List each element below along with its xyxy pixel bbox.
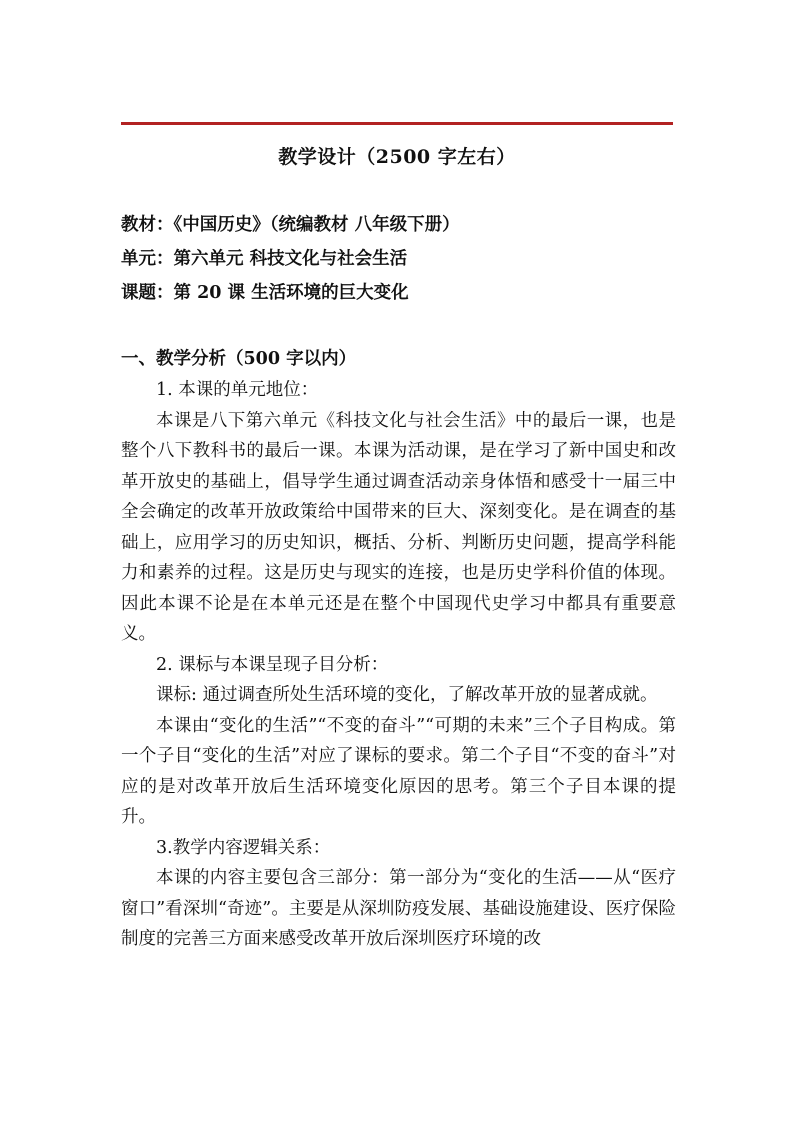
- subheading-content-logic: 3.教学内容逻辑关系：: [156, 837, 331, 858]
- header-rule: [121, 122, 673, 125]
- page-title: 教学设计（2500 字左右）: [278, 146, 516, 168]
- subheading-unit-position: 1. 本课的单元地位：: [156, 380, 319, 400]
- paragraph-content-logic: 本课的内容主要包含三部分：第一部分为“变化的生活——从“医疗窗口”看深圳“奇迹”。主要是从深圳防疫发展、基础设施建设、医疗保险制度的完善三方面来感受改革开放后深圳医疗环境的改: [121, 868, 676, 949]
- unit-line: 单元：第六单元 科技文化与社会生活: [121, 249, 408, 269]
- subheading-curriculum-analysis: 2. 课标与本课呈现子目分析：: [156, 654, 389, 675]
- paragraph-unit-position: 本课是八下第六单元《科技文化与社会生活》中的最后一课，也是整个八下教科书的最后一课。本课为活动课，是在学习了新中国史和改革开放史的基础上，倡导学生通过调查活动亲身体悟和感受十一届三中全会确定的改革开放政策给中国带来的巨大、深刻变化。是在调查的基础上，应用学习的历史知识，概括、分析、判断历史问题，提高学科能力和素养的过程。这是历史与现实的连接，也是历史学科价值的体现。因此本课不论是在本单元还是在整个中国现代史学习中都具有重要意义。: [121, 410, 676, 644]
- section-heading-teaching-analysis: 一、教学分析（500 字以内）: [121, 349, 357, 369]
- paragraph-curriculum-standard: 课标: 通过调查所处生活环境的变化，了解改革开放的显著成就。: [156, 685, 658, 705]
- lesson-line: 课题：第 20 课 生活环境的巨大变化: [121, 283, 409, 303]
- material-line: 教材：《中国历史》（统编教材 八年级下册）: [121, 215, 460, 235]
- body-content: [121, 375, 676, 955]
- paragraph-subtopics: 本课由“变化的生活”“不变的奋斗”“可期的未来”三个子目构成。第一个子目“变化的生活”对应了课标的要求。第二个子目“不变的奋斗”对应的是对改革开放后生活环境变化原因的思考。第三个子目本课的提升。: [121, 715, 676, 827]
